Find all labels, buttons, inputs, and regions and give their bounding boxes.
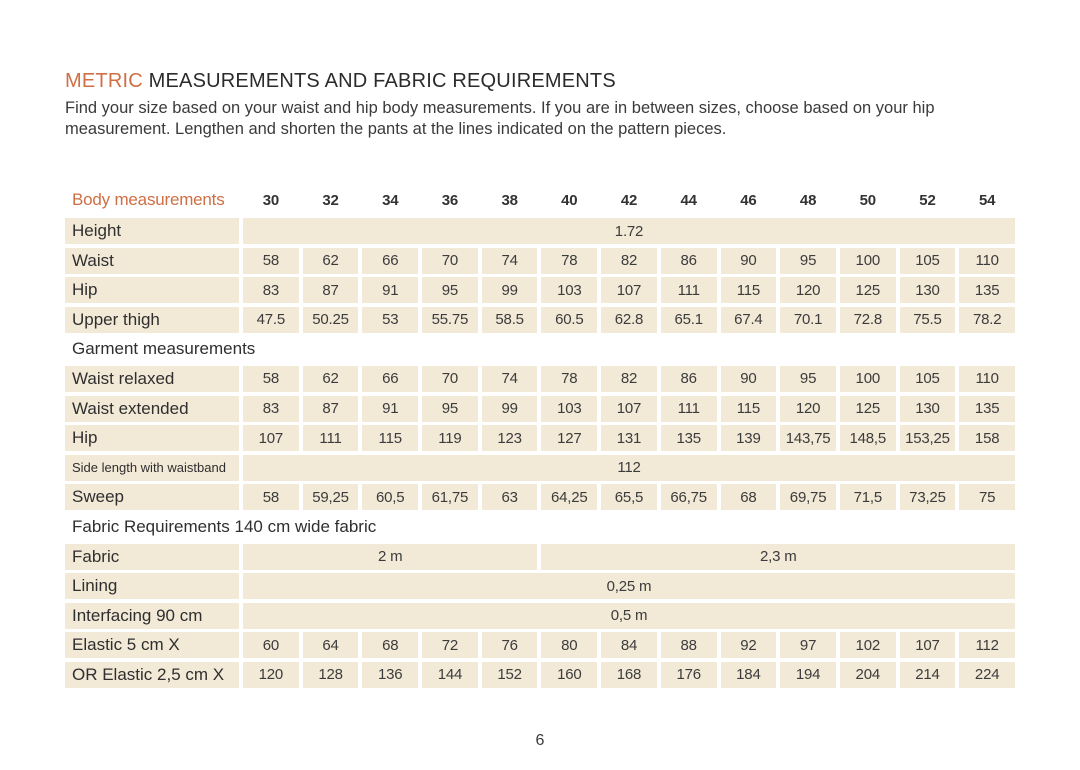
table-row <box>65 484 1015 510</box>
page-title-rest: MEASUREMENTS AND FABRIC REQUIREMENTS <box>142 70 616 92</box>
row-label: Elastic 5 cm X <box>65 632 239 658</box>
row-label: Lining <box>65 573 239 599</box>
value-cell: 87 <box>303 277 359 303</box>
value-cell: 95 <box>780 366 836 392</box>
value-cell: 152 <box>482 662 538 688</box>
table-row <box>65 277 1015 303</box>
row-label: Upper thigh <box>65 307 239 333</box>
intro-text <box>65 98 1015 140</box>
value-cell: 64 <box>303 632 359 658</box>
table-row <box>65 425 1015 451</box>
value-cell: 105 <box>900 366 956 392</box>
size-column-header: 50 <box>859 191 876 209</box>
value-cell: 86 <box>661 248 717 274</box>
value-cell: 100 <box>840 366 896 392</box>
row-label: Hip <box>65 425 239 451</box>
row-label: Height <box>65 218 239 244</box>
value-cell: 68 <box>362 632 418 658</box>
row-label: Side length with waistband <box>65 455 239 481</box>
size-column-header: 46 <box>740 191 757 209</box>
value-cell: 78.2 <box>959 307 1015 333</box>
value-cell: 115 <box>362 425 418 451</box>
value-cell: 214 <box>900 662 956 688</box>
table-row <box>65 573 1015 599</box>
value-cell: 62 <box>303 248 359 274</box>
value-cell: 111 <box>661 396 717 422</box>
value-cell: 92 <box>721 632 777 658</box>
value-cell: 66 <box>362 248 418 274</box>
value-cell: 60.5 <box>541 307 597 333</box>
value-cell: 70 <box>422 248 478 274</box>
value-cell: 71,5 <box>840 484 896 510</box>
value-cell: 75 <box>959 484 1015 510</box>
spanning-value-cell: 0,5 m <box>243 603 1015 629</box>
value-cell: 50.25 <box>303 307 359 333</box>
value-cell: 74 <box>482 248 538 274</box>
value-cell: 115 <box>721 396 777 422</box>
table-row <box>65 662 1015 688</box>
value-cell: 105 <box>900 248 956 274</box>
size-column-header: 32 <box>322 191 339 209</box>
value-cell: 75.5 <box>900 307 956 333</box>
value-cell: 111 <box>303 425 359 451</box>
value-cell: 107 <box>900 632 956 658</box>
row-label: Sweep <box>65 484 239 510</box>
size-column-header: 30 <box>262 191 279 209</box>
value-cell: 68 <box>721 484 777 510</box>
size-column-header: 44 <box>680 191 697 209</box>
table-header-label: Body measurements <box>72 190 225 209</box>
document-page <box>65 70 1015 692</box>
value-cell: 91 <box>362 396 418 422</box>
measurement-table <box>65 187 1015 688</box>
value-cell: 73,25 <box>900 484 956 510</box>
value-cell: 184 <box>721 662 777 688</box>
row-label: Waist relaxed <box>65 366 239 392</box>
table-row <box>65 632 1015 658</box>
value-cell: 86 <box>661 366 717 392</box>
value-cell: 66 <box>362 366 418 392</box>
value-cell: 130 <box>900 396 956 422</box>
size-column-header: 52 <box>919 191 936 209</box>
size-column-header: 34 <box>382 191 399 209</box>
value-cell: 87 <box>303 396 359 422</box>
section-header: Fabric Requirements 140 cm wide fabric <box>72 516 377 536</box>
value-cell: 127 <box>541 425 597 451</box>
intro-line-2: measurement. Lengthen and shorten the pants at the lines indicated on the pattern pieces. <box>65 120 727 138</box>
value-cell: 224 <box>959 662 1015 688</box>
value-cell: 103 <box>541 396 597 422</box>
value-cell: 125 <box>840 396 896 422</box>
table-row <box>65 396 1015 422</box>
value-cell: 83 <box>243 277 299 303</box>
value-cell: 97 <box>780 632 836 658</box>
value-cell: 53 <box>362 307 418 333</box>
value-cell: 120 <box>780 396 836 422</box>
value-cell: 95 <box>422 277 478 303</box>
value-cell: 112 <box>959 632 1015 658</box>
size-column-header: 40 <box>561 191 578 209</box>
table-row <box>65 544 1015 570</box>
table-row <box>65 366 1015 392</box>
row-label: Waist extended <box>65 396 239 422</box>
value-cell: 72 <box>422 632 478 658</box>
value-cell: 168 <box>601 662 657 688</box>
size-column-header: 54 <box>978 191 996 209</box>
value-cell: 82 <box>601 366 657 392</box>
value-cell: 125 <box>840 277 896 303</box>
value-cell: 80 <box>541 632 597 658</box>
intro-line-1: Find your size based on your waist and hip body measurements. If you are in between sizes, choose based on your hip <box>65 99 935 117</box>
value-cell: 74 <box>482 366 538 392</box>
spanning-value-cell: 112 <box>243 455 1015 481</box>
value-cell: 47.5 <box>243 307 299 333</box>
size-column-header: 48 <box>799 191 817 209</box>
value-cell: 135 <box>959 277 1015 303</box>
value-cell: 160 <box>541 662 597 688</box>
value-cell: 65,5 <box>601 484 657 510</box>
value-cell: 123 <box>482 425 538 451</box>
value-cell: 194 <box>780 662 836 688</box>
value-cell: 76 <box>482 632 538 658</box>
table-row <box>65 218 1015 244</box>
value-cell: 70.1 <box>780 307 836 333</box>
value-cell: 95 <box>422 396 478 422</box>
page-number: 6 <box>535 732 545 749</box>
value-cell: 90 <box>721 366 777 392</box>
row-label: Interfacing 90 cm <box>65 603 239 629</box>
value-cell: 62 <box>303 366 359 392</box>
value-cell: 91 <box>362 277 418 303</box>
size-column-header: 36 <box>441 191 459 209</box>
value-cell: 58 <box>243 366 299 392</box>
value-cell: 90 <box>721 248 777 274</box>
value-cell: 99 <box>482 396 538 422</box>
value-cell: 61,75 <box>422 484 478 510</box>
value-cell: 67.4 <box>721 307 777 333</box>
value-cell: 58.5 <box>482 307 538 333</box>
table-row <box>65 307 1015 333</box>
value-cell: 115 <box>721 277 777 303</box>
value-cell: 111 <box>661 277 717 303</box>
value-cell: 120 <box>780 277 836 303</box>
size-column-header: 42 <box>620 191 638 209</box>
value-cell: 64,25 <box>541 484 597 510</box>
value-cell: 63 <box>482 484 538 510</box>
value-cell: 62.8 <box>601 307 657 333</box>
table-row <box>65 603 1015 629</box>
table-row <box>65 248 1015 274</box>
value-cell: 95 <box>780 248 836 274</box>
section-header: Garment measurements <box>72 339 256 359</box>
value-cell: 66,75 <box>661 484 717 510</box>
value-cell: 144 <box>422 662 478 688</box>
spanning-value-cell: 2 m <box>243 544 537 570</box>
value-cell: 84 <box>601 632 657 658</box>
spanning-value-cell: 2,3 m <box>541 544 1015 570</box>
table-row <box>65 455 1015 481</box>
page-title-accent: METRIC <box>65 70 143 92</box>
value-cell: 100 <box>840 248 896 274</box>
size-column-header: 38 <box>501 191 518 209</box>
value-cell: 119 <box>422 425 478 451</box>
value-cell: 72.8 <box>840 307 896 333</box>
value-cell: 107 <box>601 277 657 303</box>
value-cell: 176 <box>661 662 717 688</box>
value-cell: 158 <box>959 425 1015 451</box>
page-title <box>65 70 1015 93</box>
value-cell: 143,75 <box>780 425 836 451</box>
value-cell: 120 <box>243 662 299 688</box>
value-cell: 55.75 <box>422 307 478 333</box>
value-cell: 65.1 <box>661 307 717 333</box>
row-label: Hip <box>65 277 239 303</box>
value-cell: 135 <box>959 396 1015 422</box>
value-cell: 70 <box>422 366 478 392</box>
value-cell: 99 <box>482 277 538 303</box>
value-cell: 107 <box>601 396 657 422</box>
value-cell: 58 <box>243 484 299 510</box>
row-label: Fabric <box>65 544 239 570</box>
spanning-value-cell: 0,25 m <box>243 573 1015 599</box>
row-label: OR Elastic 2,5 cm X <box>65 662 239 688</box>
value-cell: 110 <box>959 248 1015 274</box>
value-cell: 135 <box>661 425 717 451</box>
value-cell: 60 <box>243 632 299 658</box>
value-cell: 136 <box>362 662 418 688</box>
value-cell: 139 <box>721 425 777 451</box>
value-cell: 204 <box>840 662 896 688</box>
value-cell: 153,25 <box>900 425 956 451</box>
value-cell: 102 <box>840 632 896 658</box>
value-cell: 69,75 <box>780 484 836 510</box>
value-cell: 78 <box>541 248 597 274</box>
row-label: Waist <box>65 248 239 274</box>
value-cell: 110 <box>959 366 1015 392</box>
value-cell: 58 <box>243 248 299 274</box>
value-cell: 83 <box>243 396 299 422</box>
value-cell: 128 <box>303 662 359 688</box>
value-cell: 148,5 <box>840 425 896 451</box>
value-cell: 107 <box>243 425 299 451</box>
table-header-row <box>65 187 1015 213</box>
value-cell: 130 <box>900 277 956 303</box>
value-cell: 82 <box>601 248 657 274</box>
value-cell: 131 <box>601 425 657 451</box>
value-cell: 78 <box>541 366 597 392</box>
value-cell: 59,25 <box>303 484 359 510</box>
value-cell: 103 <box>541 277 597 303</box>
value-cell: 60,5 <box>362 484 418 510</box>
spanning-value-cell: 1.72 <box>243 218 1015 244</box>
value-cell: 88 <box>661 632 717 658</box>
